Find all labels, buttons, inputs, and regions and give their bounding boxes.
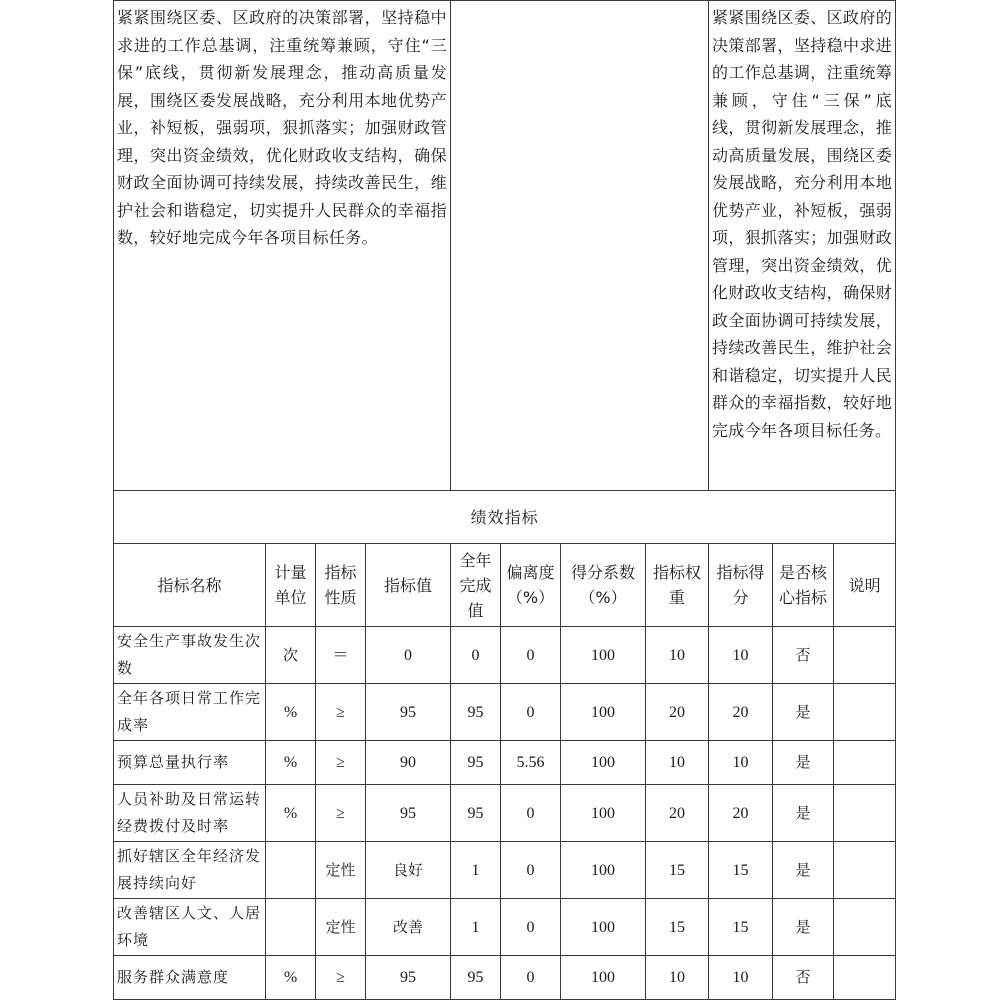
- header-nature: 指标性质: [316, 544, 366, 627]
- indicator-value: 95: [366, 785, 451, 842]
- indicator-unit: %: [266, 785, 316, 842]
- indicator-note: [834, 956, 896, 1000]
- indicator-note: [834, 684, 896, 741]
- indicator-score: 20: [709, 785, 773, 842]
- indicator-deviation: 0: [501, 956, 561, 1000]
- indicator-unit: [266, 842, 316, 899]
- goal-description-middle: [451, 1, 709, 491]
- indicator-score: 20: [709, 684, 773, 741]
- indicator-value: 90: [366, 741, 451, 785]
- table-row: [114, 842, 896, 899]
- indicator-deviation: 0: [501, 785, 561, 842]
- indicator-unit: [266, 899, 316, 956]
- indicators-table: [113, 490, 896, 1000]
- indicator-score: 15: [709, 899, 773, 956]
- header-core: 是否核心指标: [773, 544, 834, 627]
- indicator-score-coef: 100: [561, 842, 646, 899]
- indicator-score-coef: 100: [561, 899, 646, 956]
- indicator-weight: 20: [646, 684, 709, 741]
- indicator-score: 10: [709, 741, 773, 785]
- indicator-full-year: 1: [451, 899, 501, 956]
- header-row: [114, 544, 896, 627]
- header-name: 指标名称: [114, 544, 266, 627]
- indicator-name: 全年各项日常工作完成率: [114, 684, 266, 741]
- indicator-value: 0: [366, 627, 451, 684]
- indicator-nature: ≥: [316, 741, 366, 785]
- indicator-weight: 20: [646, 785, 709, 842]
- header-score: 指标得分: [709, 544, 773, 627]
- table-row: [114, 741, 896, 785]
- goal-description-left: 紧紧围绕区委、区政府的决策部署，坚持稳中求进的工作总基调，注重统筹兼顾，守住“三保”底线，贯彻新发展理念，推动高质量发展，围绕区委发展战略，充分利用本地优势产业，补短板，强弱项，狠抓落实；加强财政管理，突出资金绩效，优化财政收支结构，确保财政全面协调可持续发展，持续改善民生，维护社会和谐稳定，切实提升人民群众的幸福指数，较好地完成今年各项目标任务。: [114, 1, 451, 491]
- indicator-value: 95: [366, 956, 451, 1000]
- indicator-nature: ≥: [316, 956, 366, 1000]
- indicator-nature: ≥: [316, 785, 366, 842]
- indicator-core: 是: [773, 684, 834, 741]
- goal-description-right: 紧紧围绕区委、区政府的决策部署，坚持稳中求进的工作总基调，注重统筹兼顾，守住“三保”底线，贯彻新发展理念，推动高质量发展，围绕区委发展战略，充分利用本地优势产业，补短板，强弱项，狠抓落实；加强财政管理，突出资金绩效，优化财政收支结构，确保财政全面协调可持续发展，持续改善民生，维护社会和谐稳定，切实提升人民群众的幸福指数，较好地完成今年各项目标任务。: [709, 1, 896, 491]
- section-title: 绩效指标: [114, 491, 896, 544]
- indicator-core: 是: [773, 785, 834, 842]
- indicator-score-coef: 100: [561, 684, 646, 741]
- header-note: 说明: [834, 544, 896, 627]
- indicator-deviation: 5.56: [501, 741, 561, 785]
- indicator-value: 良好: [366, 842, 451, 899]
- goals-row: [114, 1, 896, 491]
- header-full-year: 全年完成值: [451, 544, 501, 627]
- indicator-unit: 次: [266, 627, 316, 684]
- indicator-score: 15: [709, 842, 773, 899]
- indicator-nature: 定性: [316, 899, 366, 956]
- indicator-full-year: 95: [451, 785, 501, 842]
- indicator-note: [834, 741, 896, 785]
- indicator-deviation: 0: [501, 627, 561, 684]
- indicator-core: 是: [773, 842, 834, 899]
- table-row: [114, 785, 896, 842]
- indicator-value: 95: [366, 684, 451, 741]
- indicator-note: [834, 627, 896, 684]
- indicator-unit: %: [266, 956, 316, 1000]
- indicator-name: 服务群众满意度: [114, 956, 266, 1000]
- indicator-full-year: 0: [451, 627, 501, 684]
- indicator-score-coef: 100: [561, 956, 646, 1000]
- indicator-weight: 10: [646, 741, 709, 785]
- indicator-note: [834, 899, 896, 956]
- table-row: [114, 627, 896, 684]
- indicator-score-coef: 100: [561, 627, 646, 684]
- indicator-core: 是: [773, 899, 834, 956]
- indicator-full-year: 95: [451, 741, 501, 785]
- indicator-core: 是: [773, 741, 834, 785]
- performance-sheet: [113, 0, 895, 1000]
- indicator-name: 改善辖区人文、人居环境: [114, 899, 266, 956]
- indicator-nature: ≥: [316, 684, 366, 741]
- indicator-core: 否: [773, 627, 834, 684]
- indicator-weight: 15: [646, 842, 709, 899]
- header-unit: 计量单位: [266, 544, 316, 627]
- table-row: [114, 684, 896, 741]
- header-deviation: 偏离度（%）: [501, 544, 561, 627]
- goals-table: [113, 0, 896, 491]
- indicator-unit: %: [266, 741, 316, 785]
- indicator-weight: 10: [646, 956, 709, 1000]
- indicator-core: 否: [773, 956, 834, 1000]
- table-row: [114, 956, 896, 1000]
- header-score-coef: 得分系数（%）: [561, 544, 646, 627]
- indicator-nature: ＝: [316, 627, 366, 684]
- indicator-nature: 定性: [316, 842, 366, 899]
- indicator-unit: %: [266, 684, 316, 741]
- indicator-weight: 15: [646, 899, 709, 956]
- indicator-name: 人员补助及日常运转经费拨付及时率: [114, 785, 266, 842]
- indicator-deviation: 0: [501, 899, 561, 956]
- indicator-score: 10: [709, 956, 773, 1000]
- indicator-full-year: 95: [451, 684, 501, 741]
- indicator-score-coef: 100: [561, 741, 646, 785]
- indicator-note: [834, 785, 896, 842]
- table-row: [114, 899, 896, 956]
- indicator-deviation: 0: [501, 842, 561, 899]
- indicator-deviation: 0: [501, 684, 561, 741]
- indicator-score-coef: 100: [561, 785, 646, 842]
- indicator-full-year: 1: [451, 842, 501, 899]
- indicator-weight: 10: [646, 627, 709, 684]
- section-title-row: [114, 491, 896, 544]
- indicator-name: 抓好辖区全年经济发展持续向好: [114, 842, 266, 899]
- indicator-name: 安全生产事故发生次数: [114, 627, 266, 684]
- header-value: 指标值: [366, 544, 451, 627]
- indicator-name: 预算总量执行率: [114, 741, 266, 785]
- indicator-full-year: 95: [451, 956, 501, 1000]
- indicator-score: 10: [709, 627, 773, 684]
- header-weight: 指标权重: [646, 544, 709, 627]
- indicator-note: [834, 842, 896, 899]
- indicator-value: 改善: [366, 899, 451, 956]
